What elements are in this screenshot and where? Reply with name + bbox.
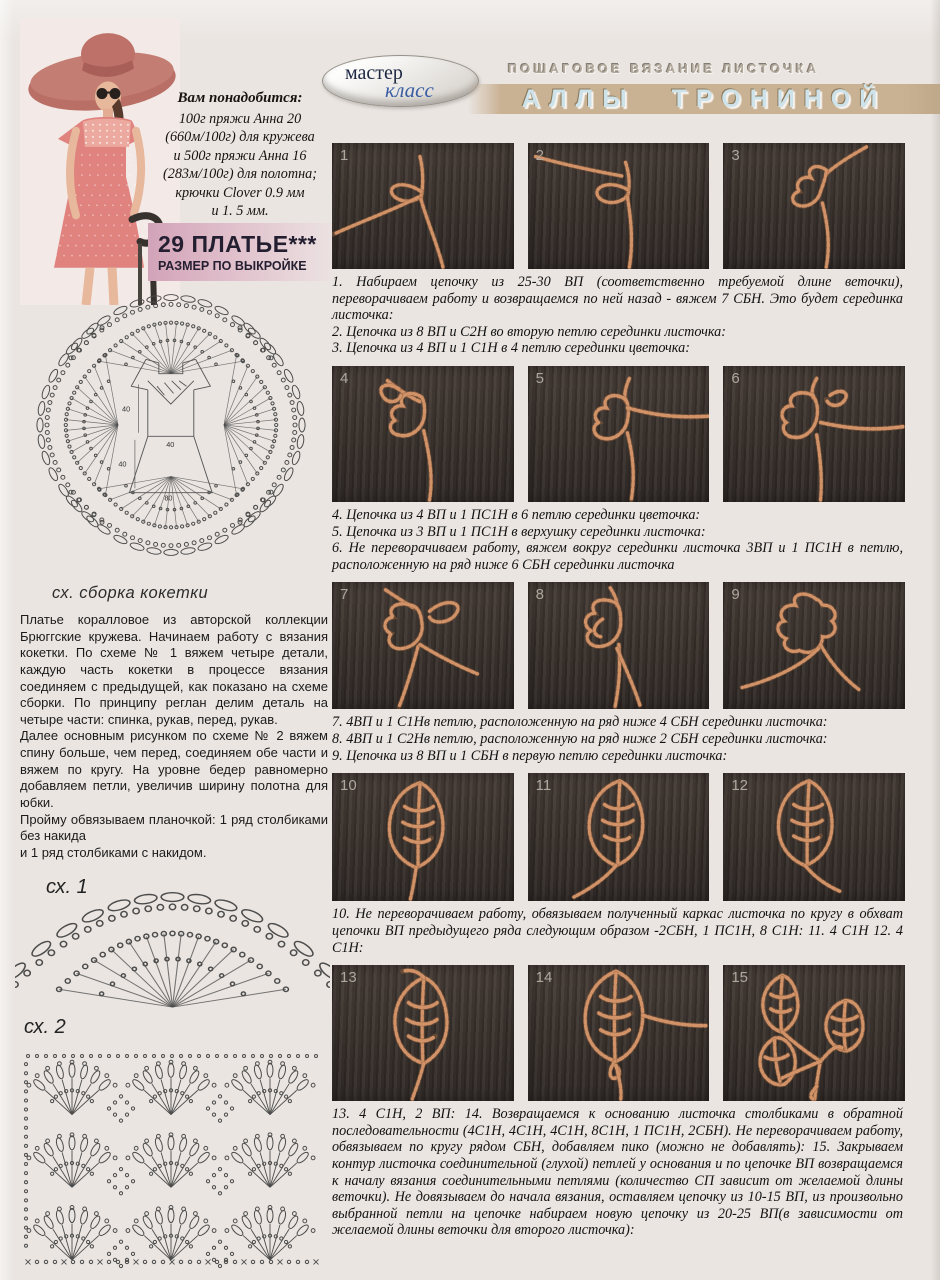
step-photo-14 — [528, 965, 710, 1101]
photo-number: 14 — [535, 969, 553, 987]
crochet-thread-illustration — [332, 965, 514, 1101]
pattern-title: 29 ПЛАТЬЕ*** — [158, 231, 317, 257]
yoke-assembly-diagram — [12, 282, 330, 568]
step-line: 5. Цепочка из 3 ВП и 1 ПС1Н в верхушку серединки листочка: — [332, 523, 706, 540]
step-photo-5 — [528, 366, 710, 502]
photo-number: 4 — [340, 370, 349, 388]
step-photo-2 — [528, 143, 710, 269]
step-line: 8. 4ВП и 1 С2Нв петлю, расположенную на ряд ниже 2 СБН серединки листочка: — [332, 731, 828, 748]
crochet-thread-illustration — [528, 773, 710, 901]
pattern-title-band — [148, 223, 332, 281]
step-line: 4. Цепочка из 4 ВП и 1 ПС1Н в 6 петлю серединки цветочка: — [332, 507, 701, 524]
description-paragraph: и 1 ряд столбиками с накидом. — [20, 844, 207, 860]
crochet-thread-illustration — [528, 582, 710, 709]
photo-grid — [332, 143, 905, 1248]
master-class-badge — [322, 55, 479, 107]
photo-number: 7 — [340, 586, 349, 604]
step-photo-4 — [332, 366, 514, 502]
materials-line: 100г пряжи Анна 20 — [178, 111, 302, 127]
step-instructions — [332, 1106, 903, 1239]
badge-text-master: мастер — [345, 62, 403, 84]
photo-number: 6 — [731, 370, 740, 388]
photo-number: 15 — [731, 969, 749, 987]
step-photo-13 — [332, 965, 514, 1101]
photo-number: 10 — [340, 777, 357, 795]
step-instructions — [332, 274, 903, 357]
materials-lines — [148, 110, 332, 221]
crochet-thread-illustration — [332, 143, 514, 269]
materials-block — [148, 90, 332, 221]
step-line: 6. Не переворачиваем работу, вяжем вокруг серединки листочка 3ВП и 1 ПС1Н в петлю, расположенную на ряд ниже 6 СБН серединки листочка — [332, 540, 903, 573]
pattern-description — [20, 612, 328, 861]
step-photo-11 — [528, 773, 710, 901]
materials-heading: Вам понадобится: — [177, 90, 303, 106]
svg-text:40: 40 — [166, 440, 175, 450]
photo-number: 5 — [535, 370, 545, 388]
step-line: 7. 4ВП и 1 С1Нв петлю, расположенную на ряд ниже 4 СБН серединки листочка: — [332, 714, 828, 731]
step-photo-3 — [723, 143, 905, 269]
step-line: 10. Не переворачиваем работу, обвязываем полученный каркас листочка по кругу в обхват цепочки ВП предыдущего ряда следующим образом -2СБН, 1 ПС1Н, 8 С1Н: 11. 4 С1Н 12. 4 С1Н: — [332, 906, 903, 956]
svg-text:40: 40 — [122, 404, 131, 414]
assembly-caption: сх. сборка кокетки — [52, 584, 209, 602]
step-line: 1. Набираем цепочку из 25-30 ВП (соответственно требуемой длине веточки), переворачиваем работу и возвращаемся по ней назад - вяжем 7 СБН. Это будет серединка листочка: — [332, 274, 903, 324]
materials-line: (660м/100г) для кружева — [165, 129, 315, 146]
step-photo-6 — [723, 366, 905, 502]
crochet-thread-illustration — [332, 773, 514, 901]
photo-number: 9 — [731, 586, 740, 604]
description-paragraph: Далее основным рисунком по схеме № 2 вяжем спину больше, чем перед, соединяем обе части и вяжем по кругу. На уровне бедер равномерно добавляем петли, увеличив ширину полотна для юбки. — [20, 728, 328, 810]
description-paragraph: Пройму обвязываем планочкой: 1 ряд столбиками без накида — [20, 811, 328, 844]
step-photo-7 — [332, 582, 514, 709]
author-name: АЛЛЫ ТРОНИНОЙ — [521, 84, 887, 113]
crochet-thread-illustration — [723, 582, 905, 709]
schema1-label: сх. 1 — [46, 876, 88, 898]
photo-number: 1 — [340, 147, 349, 164]
author-band — [468, 84, 940, 114]
step-line: 13. 4 С1Н, 2 ВП: 14. Возвращаемся к основанию листочка столбиками в обратной последовательности (4С1Н, 4С1Н, 4С1Н, 8С1Н, 1 ПС1Н, 2СБН). Не переворачиваем работу, обвязываем по кругу рядом СБН, добавляем пико (можно не добавлять): 15. Закрываем контур листочка соединительной (глухой) петлей у основания и по цепочке ВП возвращаемся к началу вязания соединительными петлями (количество СП зависит от желаемой длины веточки). Не довязываем до начала вязания, оставляем цепочку из 10-15 ВП, из произвольно выбранной петли на цепочке набираем новую цепочку из 20-25 ВП(в зависимости от желаемой длины веточки для второго листочка): — [332, 1106, 903, 1239]
description-paragraph: Платье коралловое из авторской коллекции Брюггские кружева. Начинаем работу с вязания кокетки. По схеме № 1 вяжем четыре детали, каждую часть кокетки в процессе вязания соединяем с предыдущей, как показано на схеме сборки. По принципу реглан делим деталь на четыре части: спинка, рукав, перед, рукав. — [20, 612, 328, 727]
crochet-thread-illustration — [723, 773, 905, 901]
crochet-thread-illustration — [723, 366, 905, 502]
materials-line: (283м/100г) для полотна; — [163, 166, 317, 183]
photo-row — [332, 773, 905, 901]
materials-line: и 1. 5 мм. — [211, 203, 269, 220]
yoke-assembly-svg — [12, 282, 330, 568]
materials-line: и 500г пряжи Анна 16 — [173, 147, 307, 164]
crochet-thread-illustration — [723, 965, 905, 1101]
photo-number: 2 — [535, 147, 545, 164]
photo-number: 3 — [731, 147, 740, 164]
step-photo-10 — [332, 773, 514, 901]
crochet-thread-illustration — [528, 366, 710, 502]
crochet-thread-illustration — [332, 366, 514, 502]
crochet-thread-illustration — [528, 965, 710, 1101]
step-line: 2. Цепочка из 8 ВП и С2Н во вторую петлю серединки листочка: — [332, 323, 727, 340]
photo-row — [332, 965, 905, 1101]
step-line: 9. Цепочка из 8 ВП и 1 СБН в первую петлю серединки листочка: — [332, 747, 728, 764]
photo-number: 8 — [535, 586, 545, 604]
step-instructions — [332, 507, 903, 573]
photo-number: 11 — [535, 777, 552, 795]
crochet-thread-illustration — [723, 143, 905, 269]
step-photo-9 — [723, 582, 905, 709]
photo-number: 13 — [340, 969, 357, 987]
schema2-diagram — [20, 1050, 322, 1270]
crochet-thread-illustration — [332, 582, 514, 709]
step-photo-12 — [723, 773, 905, 901]
badge-text-klass: класс — [385, 78, 434, 102]
step-instructions — [332, 714, 903, 764]
photo-row — [332, 143, 905, 269]
schema2-label: сх. 2 — [24, 1016, 66, 1038]
crochet-thread-illustration — [528, 143, 710, 269]
step-photo-1 — [332, 143, 514, 269]
photo-row — [332, 366, 905, 502]
pattern-size-note: РАЗМЕР ПО ВЫКРОЙКЕ — [158, 259, 307, 273]
step-line: 3. Цепочка из 4 ВП и 1 С1Н в 4 петлю серединки цветочка: — [332, 340, 690, 357]
schema2-fan-chart — [20, 1050, 322, 1270]
step-photo-8 — [528, 582, 710, 709]
materials-line: крючки Clover 0.9 мм — [175, 184, 305, 201]
photo-row — [332, 582, 905, 709]
step-instructions — [332, 906, 903, 956]
svg-text:80: 80 — [164, 493, 173, 503]
step-photo-15 — [723, 965, 905, 1101]
photo-number: 12 — [731, 777, 749, 795]
svg-text:40: 40 — [118, 459, 127, 469]
page-subtitle: ПОШАГОВОЕ ВЯЗАНИЕ ЛИСТОЧКА — [508, 62, 820, 76]
